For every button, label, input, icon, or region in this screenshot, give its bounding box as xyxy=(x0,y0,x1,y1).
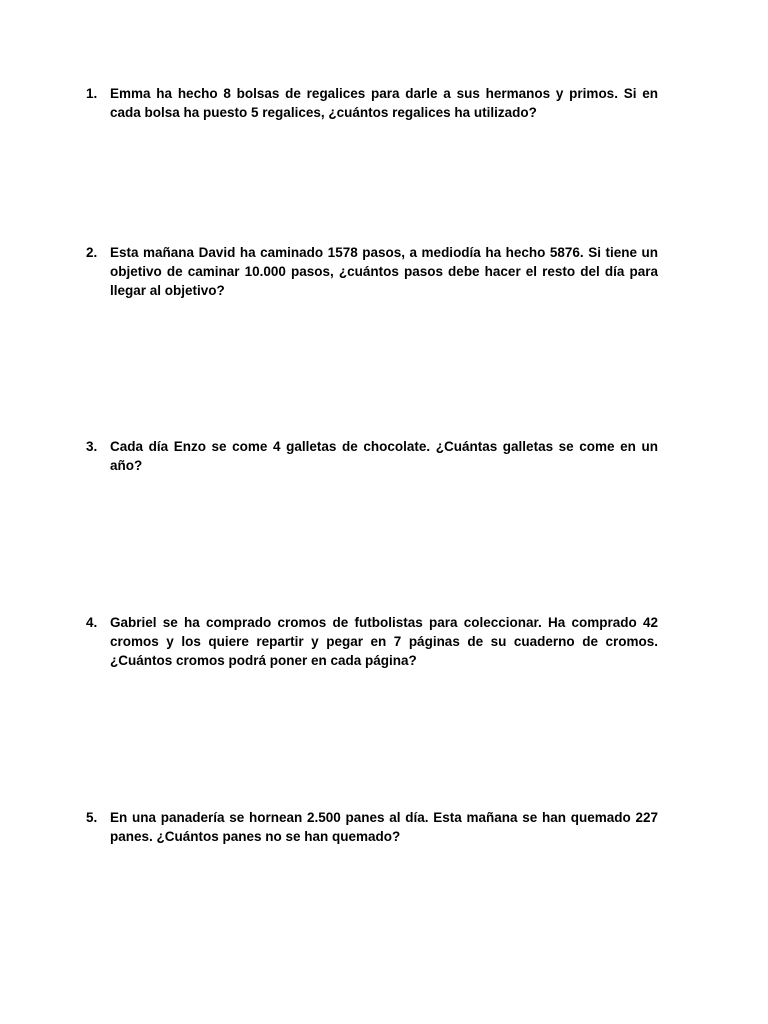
problem-text: Cada día Enzo se come 4 galletas de chocolate. ¿Cuántas galletas se come en un año? xyxy=(110,439,658,473)
problem-text: En una panadería se hornean 2.500 panes al día. Esta mañana se han quemado 227 panes. ¿Cuántos panes no se han quemado? xyxy=(110,810,658,844)
problem-number: 5. xyxy=(86,810,98,825)
problem-number: 1. xyxy=(86,86,98,101)
problem-number: 4. xyxy=(86,615,98,630)
problem-1 xyxy=(86,84,658,122)
problem-number: 3. xyxy=(86,439,98,454)
problem-4 xyxy=(86,613,658,670)
problem-text: Gabriel se ha comprado cromos de futbolistas para coleccionar. Ha comprado 42 cromos y los quiere repartir y pegar en 7 páginas de su cuaderno de cromos. ¿Cuántos cromos podrá poner en cada página? xyxy=(110,615,658,668)
problem-2 xyxy=(86,243,658,300)
problem-text: Emma ha hecho 8 bolsas de regalices para darle a sus hermanos y primos. Si en cada bolsa ha puesto 5 regalices, ¿cuántos regalices ha utilizado? xyxy=(110,86,658,120)
problem-number: 2. xyxy=(86,245,98,260)
problem-5 xyxy=(86,808,658,846)
problem-text: Esta mañana David ha caminado 1578 pasos, a mediodía ha hecho 5876. Si tiene un objetivo de caminar 10.000 pasos, ¿cuántos pasos debe hacer el resto del día para llegar al objetivo? xyxy=(110,245,658,298)
problem-3 xyxy=(86,437,658,475)
